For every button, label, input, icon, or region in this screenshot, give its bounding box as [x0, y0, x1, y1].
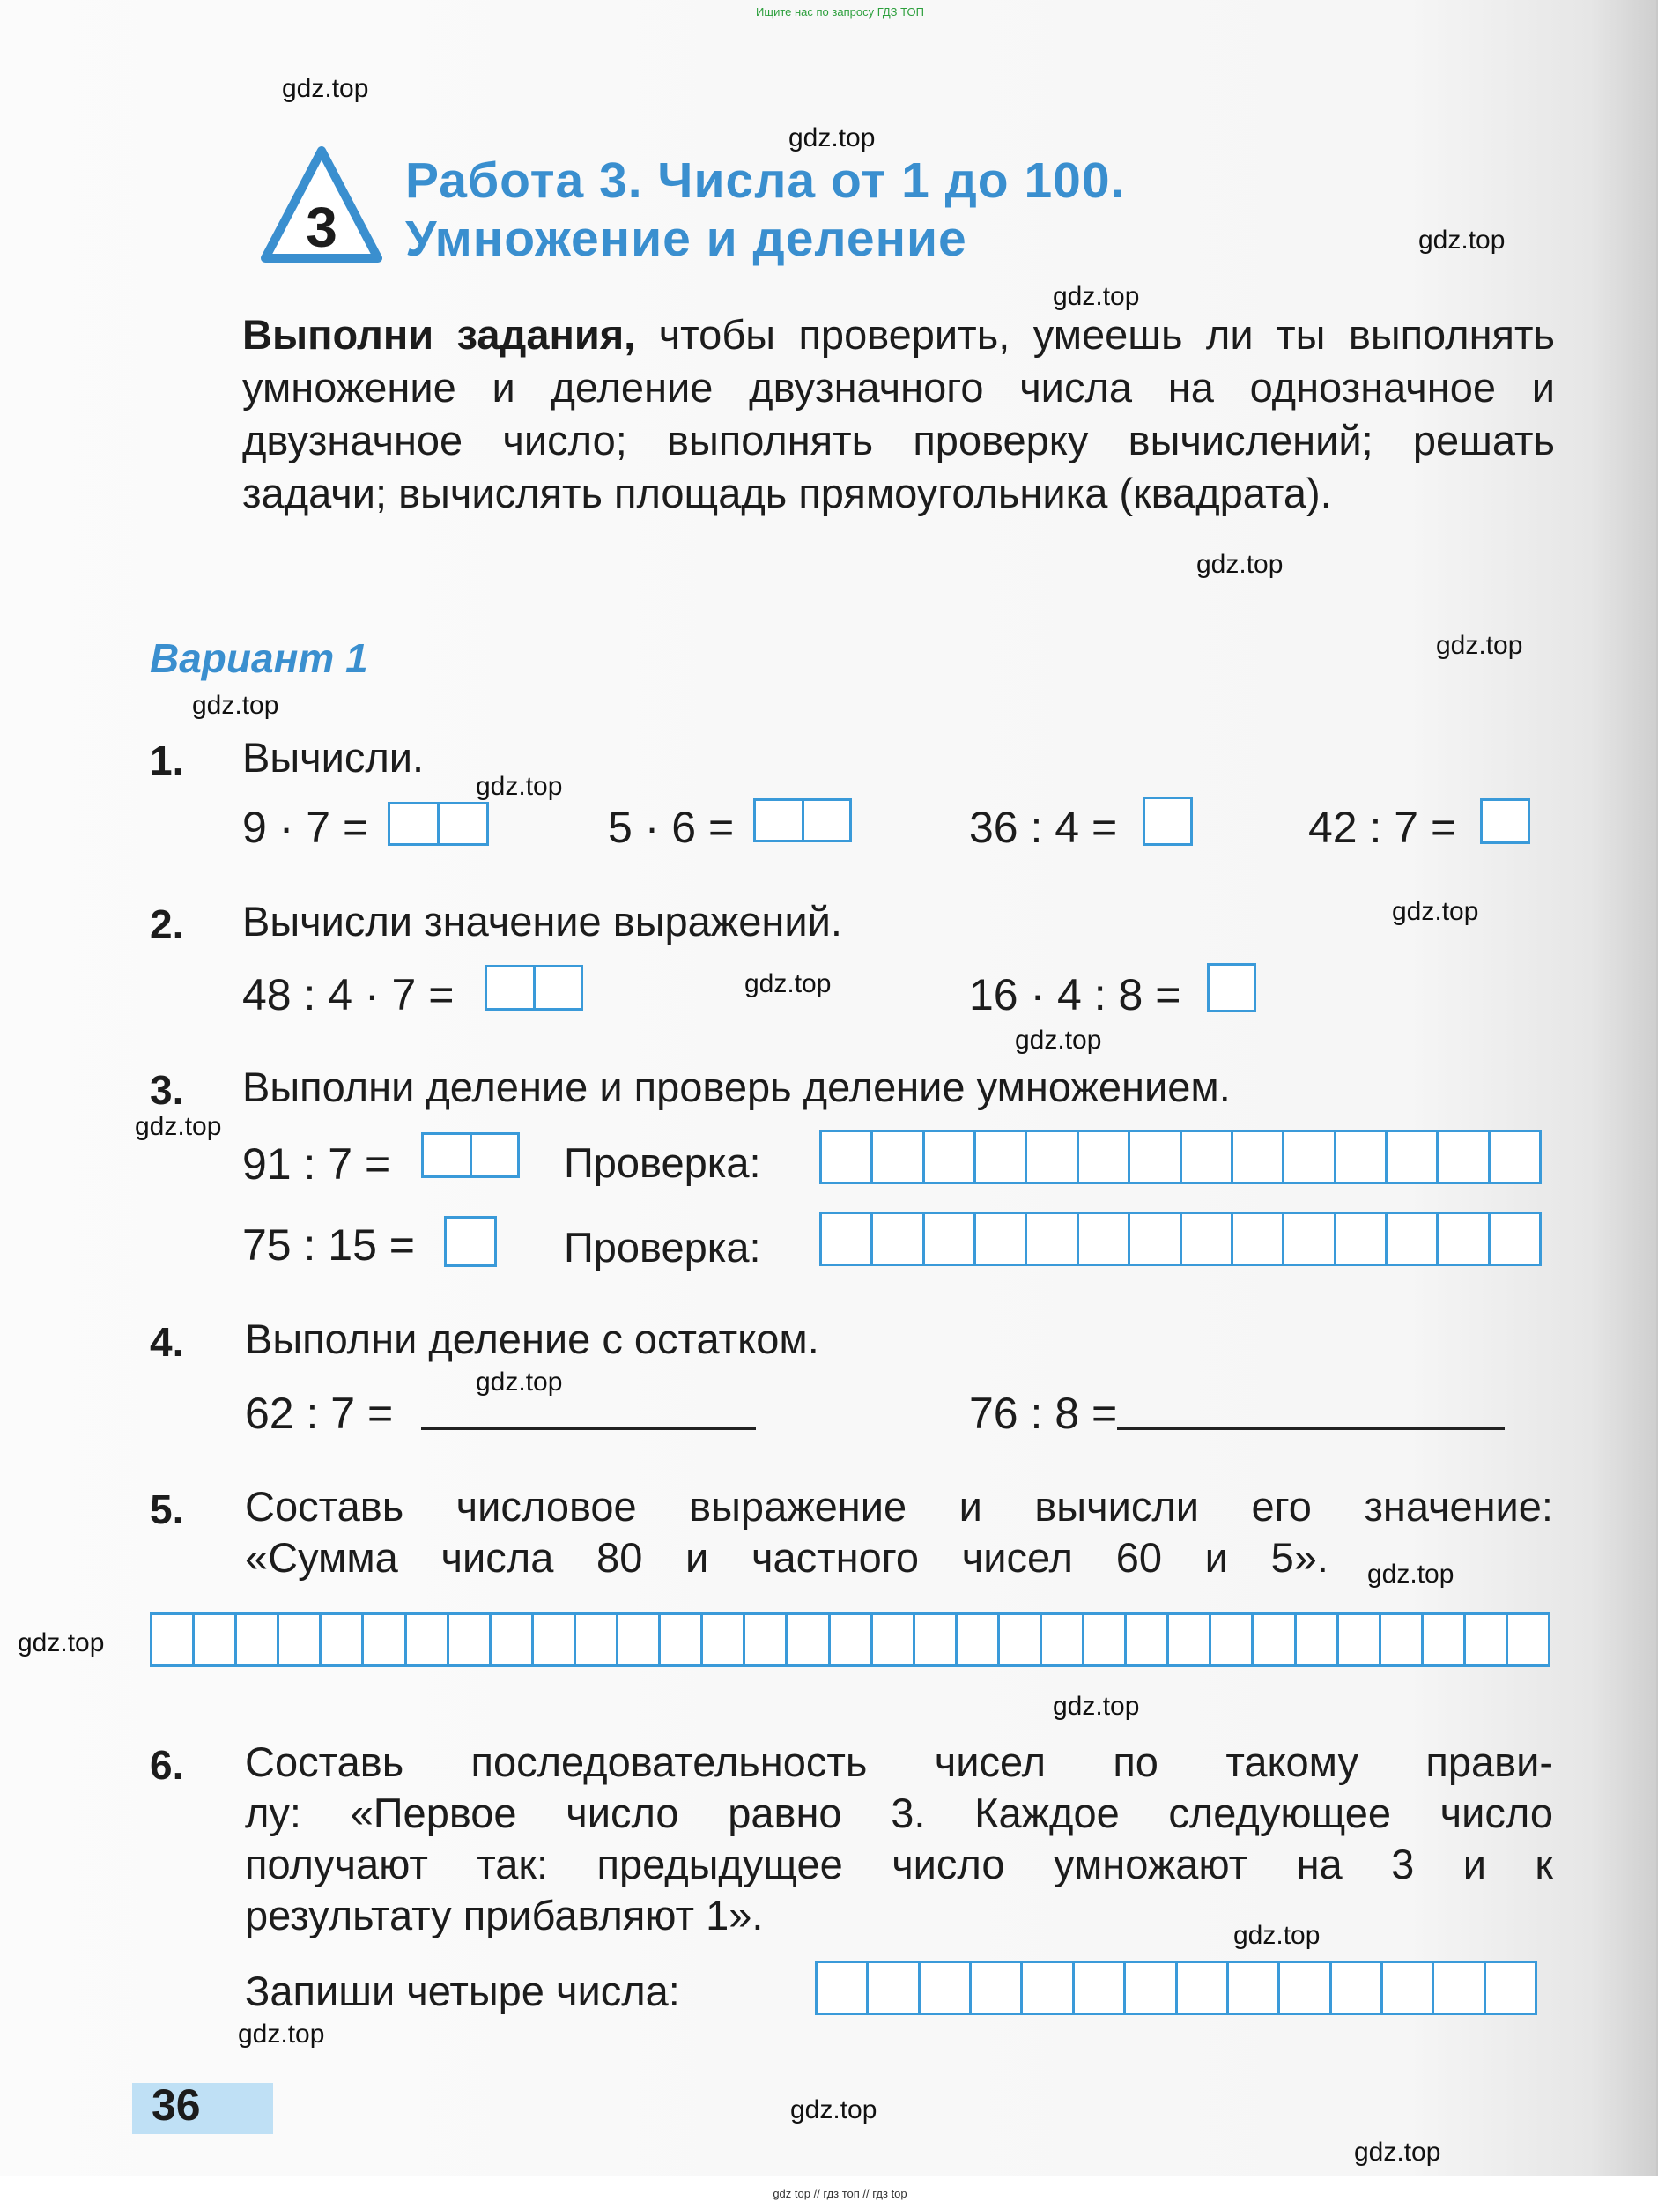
task-2-answer-2[interactable] [1207, 963, 1256, 1012]
watermark: gdz.top [788, 123, 876, 152]
task-3-text: Выполни деление и проверь деление умножением. [242, 1064, 1231, 1110]
task-1-number: 1. [150, 738, 184, 783]
watermark: gdz.top [1354, 2138, 1441, 2167]
watermark: gdz.top [1015, 1026, 1102, 1055]
task-4-text: Выполни деление с остатком. [245, 1316, 819, 1362]
watermark: gdz.top [192, 691, 279, 720]
page-subtitle: Умножение и деление [405, 211, 967, 267]
task-3-expr-2: 75 : 15 = [242, 1220, 415, 1270]
work-number-badge [260, 145, 383, 264]
task-1-expr-2: 5 · 6 = [608, 803, 735, 852]
task-4-answer-line-1[interactable] [421, 1427, 756, 1430]
task-5-number: 5. [150, 1486, 184, 1532]
task-2-expr-2: 16 · 4 : 8 = [969, 970, 1181, 1019]
search-hint: Ищите нас по запросу ГДЗ ТОП [756, 5, 924, 19]
watermark: gdz.top [476, 772, 563, 801]
watermark: gdz.top [1196, 550, 1284, 579]
task-4-answer-line-2[interactable] [1117, 1427, 1505, 1430]
task-3-check-label-1: Проверка: [564, 1139, 761, 1186]
task-2-text: Вычисли значение выражений. [242, 898, 842, 945]
task-6-answer-grid[interactable] [815, 1961, 1537, 2015]
watermark: gdz.top [790, 2095, 877, 2124]
task-3-expr-1: 91 : 7 = [242, 1139, 391, 1189]
watermark: gdz.top [1233, 1921, 1321, 1950]
task-6-line-1: Составь последовательность чисел по такому прави- [245, 1738, 1553, 1785]
task-1-answer-4[interactable] [1480, 798, 1530, 844]
watermark: gdz.top [1392, 897, 1479, 926]
watermark: gdz.top [18, 1628, 105, 1657]
task-1-text: Вычисли. [242, 734, 425, 781]
watermark: gdz.top [1367, 1560, 1454, 1589]
watermark: gdz.top [1053, 1692, 1140, 1721]
task-3-check-label-2: Проверка: [564, 1224, 761, 1271]
task-3-answer-1[interactable] [421, 1132, 520, 1178]
badge-number: 3 [306, 196, 337, 259]
task-3-check-answer-2[interactable] [819, 1212, 1542, 1266]
intro-paragraph [242, 308, 1555, 520]
intro-bold: Выполни задания, [242, 311, 636, 358]
task-6-line-2: лу: «Первое число равно 3. Каждое следующее число [245, 1790, 1553, 1836]
task-3-number: 3. [150, 1067, 184, 1113]
task-2-expr-1: 48 : 4 · 7 = [242, 970, 455, 1019]
watermark: gdz.top [1053, 282, 1140, 311]
task-6-line-3: получают так: предыдущее число умножают на 3 и к [245, 1841, 1553, 1887]
task-1-answer-3[interactable] [1143, 797, 1193, 846]
watermark: gdz.top [282, 74, 369, 103]
task-1-answer-1[interactable] [388, 802, 489, 846]
task-1-expr-4: 42 : 7 = [1308, 803, 1457, 852]
task-2-number: 2. [150, 901, 184, 947]
task-4-expr-2: 76 : 8 = [969, 1389, 1118, 1438]
intro-text: чтобы проверить, умеешь ли ты выполнять умножение и деление двузначного числа на однозначное и двузначное число; выполнять проверку вычислений; решать задачи; вычислять площадь прямоугольника (квадрата). [242, 311, 1555, 516]
page-number: 36 [152, 2080, 201, 2130]
task-4-expr-1: 62 : 7 = [245, 1389, 394, 1438]
task-1-expr-1: 9 · 7 = [242, 803, 369, 852]
watermark: gdz.top [238, 2020, 325, 2049]
task-6-number: 6. [150, 1742, 184, 1788]
task-3-check-answer-1[interactable] [819, 1130, 1542, 1184]
watermark: gdz.top [744, 969, 832, 998]
task-2-answer-1[interactable] [485, 965, 583, 1011]
watermark: gdz.top [135, 1112, 222, 1141]
watermark: gdz.top [476, 1368, 563, 1397]
task-1-expr-3: 36 : 4 = [969, 803, 1118, 852]
page-title: Работа 3. Числа от 1 до 100. [405, 152, 1126, 209]
task-6-write-label: Запиши четыре числа: [245, 1968, 680, 2014]
variant-heading: Вариант 1 [150, 635, 368, 681]
task-5-line-2: «Сумма числа 80 и частного чисел 60 и 5». [245, 1534, 1328, 1581]
task-6-line-4: результату прибавляют 1». [245, 1892, 764, 1938]
task-1-answer-2[interactable] [753, 798, 852, 842]
watermark: gdz.top [1436, 631, 1523, 660]
watermark: gdz.top [1418, 226, 1506, 255]
task-5-line-1: Составь числовое выражение и вычисли его значение: [245, 1483, 1553, 1530]
task-5-answer-grid[interactable] [150, 1612, 1550, 1667]
task-4-number: 4. [150, 1319, 184, 1365]
task-3-answer-2[interactable] [444, 1216, 497, 1267]
footer-note: gdz top // гдз топ // гдз top [773, 2187, 907, 2200]
